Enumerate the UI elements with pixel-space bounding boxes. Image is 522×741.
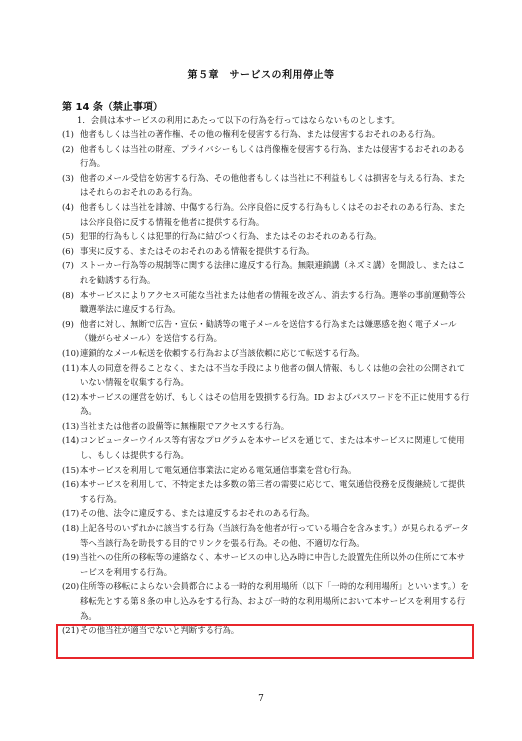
item-text: 他者もしくは当社の著作権、その他の権利を侵害する行為、または侵害するおそれのある行為。 xyxy=(80,129,441,139)
list-item xyxy=(62,433,472,462)
list-item xyxy=(62,419,472,434)
list-item xyxy=(62,142,472,171)
item-text: 当社への住所の移転等の連絡なく、本サービスの申し込み時に申告した設置先住所以外の住所にて本サービスを利用する行為。 xyxy=(80,552,466,577)
item-number: (7) xyxy=(62,260,74,271)
item-number: (13) xyxy=(62,420,80,431)
item-number: (12) xyxy=(62,391,80,402)
item-text: 本サービスを利用して電気通信事業法に定める電気通信事業を営む行為。 xyxy=(80,464,357,475)
list-item xyxy=(62,171,472,200)
list-item xyxy=(62,361,472,390)
item-number: (19) xyxy=(62,552,80,563)
list-item xyxy=(62,477,472,506)
list-item xyxy=(62,229,472,244)
list-item xyxy=(62,317,472,346)
item-number: (5) xyxy=(62,231,74,242)
list-item xyxy=(62,346,472,361)
list-item xyxy=(62,463,472,478)
item-text: 他者のメール受信を妨害する行為、その他他者もしくは当社に不利益もしくは損害を与える行為、またはそれらのおそれのある行為。 xyxy=(80,172,466,198)
item-text: その他当社が適当でないと判断する行為。 xyxy=(80,625,240,636)
item-text: コンピューターウイルス等有害なプログラムを本サービスを通じて、または本サービスに関連して使用し、もしくは提供する行為。 xyxy=(80,435,465,461)
item-text: 本サービスによりアクセス可能な当社または他者の情報を改ざん、消去する行為。選挙の事前運動等公職選挙法に違反する行為。 xyxy=(80,289,466,315)
item-number: (2) xyxy=(62,143,74,154)
item-number: (4) xyxy=(62,201,74,212)
list-item xyxy=(62,258,472,287)
item-number: (15) xyxy=(62,464,80,475)
item-number: (6) xyxy=(62,245,74,256)
item-number: (18) xyxy=(62,523,80,534)
article-title: 第 14 条（禁止事項） xyxy=(62,102,163,113)
highlight-box xyxy=(56,624,474,659)
item-text: 上記各号のいずれかに該当する行為（当該行為を他者が行っている場合を含みます。）が見られるデータ等へ当該行為を助長する目的でリンクを張る行為。その他、不適切な行為。 xyxy=(80,523,469,548)
item-text: 事実に反する、またはそのおそれのある情報を提供する行為。 xyxy=(80,245,315,256)
item-text: 他者に対し、無断で広告・宣伝・勧誘等の電子メールを送信する行為または嫌悪感を抱く電子メール（嫌がらせメール）を送信する行為。 xyxy=(80,318,457,344)
list-item xyxy=(62,579,472,623)
list-item xyxy=(62,521,472,550)
list-item xyxy=(62,390,472,419)
item-text: 他者もしくは当社の財産、プライバシーもしくは肖像権を侵害する行為、または侵害するおそれのある行為。 xyxy=(80,143,465,169)
item-text: ストーカー行為等の規制等に関する法律に違反する行為。無限連鎖講（ネズミ講）を開設し、またはこれを勧誘する行為。 xyxy=(80,260,466,285)
list-item xyxy=(62,288,472,317)
item-number: (20) xyxy=(62,581,80,592)
item-number: (1) xyxy=(62,129,74,139)
item-number: (9) xyxy=(62,318,74,329)
page-number: 7 xyxy=(258,694,264,704)
item-text: 本サービスの運営を妨げ、もしくはその信用を毀損する行為。ID およびパスワードを不正に使用する行為。 xyxy=(80,391,470,417)
chapter-title: 第５章 サービスの利用停止等 xyxy=(187,70,335,81)
list-item xyxy=(62,200,472,229)
item-text: 住所等の移転によらない会員都合による一時的な利用場所（以下「一時的な利用場所」といいます。）を移転先とする第８条の申し込みをする行為、および一時的な利用場所において本サービスを利用する行為。 xyxy=(80,581,469,621)
item-number: (8) xyxy=(62,289,74,300)
item-text: 当社または他者の設備等に無権限でアクセスする行為。 xyxy=(80,420,290,431)
list-item xyxy=(62,244,472,259)
item-text: その他、法令に違反する、または違反するおそれのある行為。 xyxy=(80,508,315,519)
prohibited-acts-list xyxy=(62,127,472,638)
item-text: 他者もしくは当社を誹謗、中傷する行為。公序良俗に反する行為もしくはそのおそれのある行為、または公序良俗に反する情報を他者に提供する行為。 xyxy=(80,201,466,227)
item-number: (14) xyxy=(62,435,80,446)
item-number: (17) xyxy=(62,508,80,519)
item-text: 本人の同意を得ることなく、または不当な手段により他者の個人情報、もしくは他の会社の公開されていない情報を収集する行為。 xyxy=(80,362,466,388)
list-item xyxy=(62,506,472,521)
lead-paragraph: 1．会員は本サービスの利用にあたって以下の行為を行ってはならないものとします。 xyxy=(77,115,400,125)
list-item xyxy=(62,550,472,579)
item-number: (11) xyxy=(62,362,80,373)
item-text: 犯罪的行為もしくは犯罪的行為に結びつく行為、またはそのおそれのある行為。 xyxy=(80,231,382,242)
item-number: (21) xyxy=(62,625,80,636)
item-text: 本サービスを利用して、不特定または多数の第三者の需要に応じて、電気通信役務を反復継続して提供する行為。 xyxy=(80,479,465,504)
item-number: (3) xyxy=(62,172,74,183)
item-number: (10) xyxy=(62,347,80,358)
item-number: (16) xyxy=(62,479,80,490)
item-text: 連鎖的なメール転送を依頼する行為および当該依頼に応じて転送する行為。 xyxy=(80,347,365,358)
list-item xyxy=(62,127,472,142)
